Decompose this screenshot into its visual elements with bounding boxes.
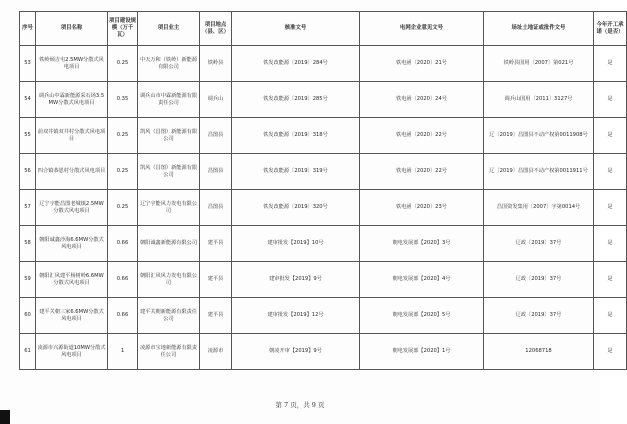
header-cell: 项目业主	[138, 12, 200, 46]
cell-approval-no: 铁发改能源〔2019〕319号	[232, 154, 360, 190]
table-row	[20, 298, 627, 334]
table-row	[20, 82, 627, 118]
cell-index: 55	[20, 118, 36, 154]
cell-start-commitment: 是	[594, 46, 627, 82]
cell-project-name: 辽宁宇能昌图老城镇2.5MW分散式风电项目	[36, 190, 108, 226]
cell-start-commitment: 是	[594, 154, 627, 190]
header-cell: 项目建设规模（万千瓦）	[108, 12, 138, 46]
cell-capacity: 0.66	[108, 298, 138, 334]
cell-grid-opinion-no: 朝电发展部【2020】1号	[360, 334, 484, 370]
cell-start-commitment: 是	[594, 298, 627, 334]
cell-approval-no: 建审批发【2019】12号	[232, 298, 360, 334]
cell-project-name: 前双井镇双井村分散式风电项目	[36, 118, 108, 154]
cell-grid-opinion-no: 朝电发展部【2020】3号	[360, 226, 484, 262]
table-row	[20, 334, 627, 370]
cell-owner: 中天万和（铁岭）新能源有限公司	[138, 46, 200, 82]
cell-land-cert-no: 辽政〔2019〕37号	[484, 262, 594, 298]
cell-capacity: 0.25	[108, 118, 138, 154]
header-cell: 项目地点（县、区）	[200, 12, 232, 46]
cell-location: 建平县	[200, 262, 232, 298]
cell-approval-no: 朝凌开审【2019】9号	[232, 334, 360, 370]
cell-owner: 凌源市宝地新能源有限责任公司	[138, 334, 200, 370]
cell-project-name: 朝阳诚鑫沙海6.6MW分散式风电项目	[36, 226, 108, 262]
cell-capacity: 0.25	[108, 46, 138, 82]
cell-owner: 调兵山市中霖新能源有限责任公司	[138, 82, 200, 118]
cell-location: 凌源市	[200, 334, 232, 370]
cell-location: 调兵山	[200, 82, 232, 118]
cell-start-commitment: 是	[594, 190, 627, 226]
cell-approval-no: 建审批发【2019】9号	[232, 262, 360, 298]
cell-capacity: 0.35	[108, 82, 138, 118]
cell-land-cert-no: 辽政〔2019〕37号	[484, 226, 594, 262]
table-row	[20, 154, 627, 190]
table-row	[20, 118, 627, 154]
cell-project-name: 铁岭倾吉屯2.5MW分散式风电项目	[36, 46, 108, 82]
cell-location: 建平县	[200, 226, 232, 262]
cell-grid-opinion-no: 朝电发展部【2020】4号	[360, 262, 484, 298]
cell-start-commitment: 是	[594, 226, 627, 262]
cell-location: 昌图县	[200, 190, 232, 226]
cell-grid-opinion-no: 铁电函〔2020〕23号	[360, 190, 484, 226]
cell-land-cert-no: 铁岭县国用〔2007〕第021号	[484, 46, 594, 82]
cell-index: 58	[20, 226, 36, 262]
cell-capacity: 0.25	[108, 154, 138, 190]
cell-start-commitment: 是	[594, 82, 627, 118]
cell-approval-no: 铁发改能源〔2019〕284号	[232, 46, 360, 82]
cell-grid-opinion-no: 铁电函〔2020〕22号	[360, 118, 484, 154]
table-row	[20, 46, 627, 82]
cell-grid-opinion-no: 朝电发展部【2020】5号	[360, 298, 484, 334]
cell-owner: 辽宁宇能风力发电有限公司	[138, 190, 200, 226]
cell-index: 61	[20, 334, 36, 370]
cell-capacity: 0.25	[108, 190, 138, 226]
cell-approval-no: 建审批发【2019】10号	[232, 226, 360, 262]
cell-approval-no: 铁发改能源〔2019〕320号	[232, 190, 360, 226]
cell-location: 建平县	[200, 298, 232, 334]
cell-index: 57	[20, 190, 36, 226]
cell-approval-no: 铁发改能源〔2019〕318号	[232, 118, 360, 154]
cell-capacity: 0.66	[108, 226, 138, 262]
cell-project-name: 建平关朝三家6.6MW分散式风电项目	[36, 298, 108, 334]
cell-start-commitment: 是	[594, 262, 627, 298]
table-row	[20, 262, 627, 298]
cell-owner: 凯风（昌图）新能源有限公司	[138, 118, 200, 154]
cell-land-cert-no: 辽〔2019〕昌图县不动产权第0011911号	[484, 154, 594, 190]
header-cell: 场址土地证或批件文号	[484, 12, 594, 46]
page-footer: 第 7 页，共 9 页	[275, 401, 325, 409]
cell-start-commitment: 是	[594, 334, 627, 370]
cell-owner: 凯风（昌图）新能源有限公司	[138, 154, 200, 190]
table-row	[20, 226, 627, 262]
cell-location: 昌图县	[200, 154, 232, 190]
cell-project-name: 凌源市兴源街道10MW分散式风电项目	[36, 334, 108, 370]
cell-index: 54	[20, 82, 36, 118]
cell-grid-opinion-no: 铁电函〔2020〕21号	[360, 46, 484, 82]
cell-project-name: 调兵山中霖新能源采石场3.5MW分散式风电项目	[36, 82, 108, 118]
cell-land-cert-no: 12068718	[484, 334, 594, 370]
cell-project-name: 四合镇恭恩村分散式风电项目	[36, 154, 108, 190]
cell-owner: 朝阳汇风风力发电有限公司	[138, 262, 200, 298]
cell-land-cert-no: 辽政〔2019〕37号	[484, 298, 594, 334]
cell-location: 铁岭县	[200, 46, 232, 82]
header-cell: 核准文号	[232, 12, 360, 46]
header-cell: 电网企业意见文号	[360, 12, 484, 46]
cell-land-cert-no: 辽〔2019〕昌图县不动产权第0011908号	[484, 118, 594, 154]
cell-capacity: 1	[108, 334, 138, 370]
table-header-row	[20, 12, 627, 46]
scan-edge-shadow	[0, 410, 10, 424]
cell-approval-no: 铁发改能源〔2019〕285号	[232, 82, 360, 118]
cell-grid-opinion-no: 铁电函〔2020〕22号	[360, 154, 484, 190]
cell-project-name: 朝阳汇风建平杨树岭6.6MW分散式风电项目	[36, 262, 108, 298]
cell-index: 53	[20, 46, 36, 82]
header-cell: 今年开工承诺（是否）	[594, 12, 627, 46]
header-cell: 序号	[20, 12, 36, 46]
cell-owner: 建平关朝新能源有限责任公司	[138, 298, 200, 334]
cell-index: 60	[20, 298, 36, 334]
project-table	[19, 11, 627, 370]
header-cell: 项目名称	[36, 12, 108, 46]
cell-land-cert-no: 调兵山国用〔2011〕3127号	[484, 82, 594, 118]
table-row	[20, 190, 627, 226]
cell-index: 56	[20, 154, 36, 190]
cell-land-cert-no: 昌国资发集用〔2007〕字第0014号	[484, 190, 594, 226]
cell-start-commitment: 是	[594, 118, 627, 154]
cell-index: 59	[20, 262, 36, 298]
cell-owner: 朝阳诚鑫新能源有限公司	[138, 226, 200, 262]
cell-grid-opinion-no: 铁电函〔2020〕24号	[360, 82, 484, 118]
cell-capacity: 0.66	[108, 262, 138, 298]
cell-location: 昌图县	[200, 118, 232, 154]
